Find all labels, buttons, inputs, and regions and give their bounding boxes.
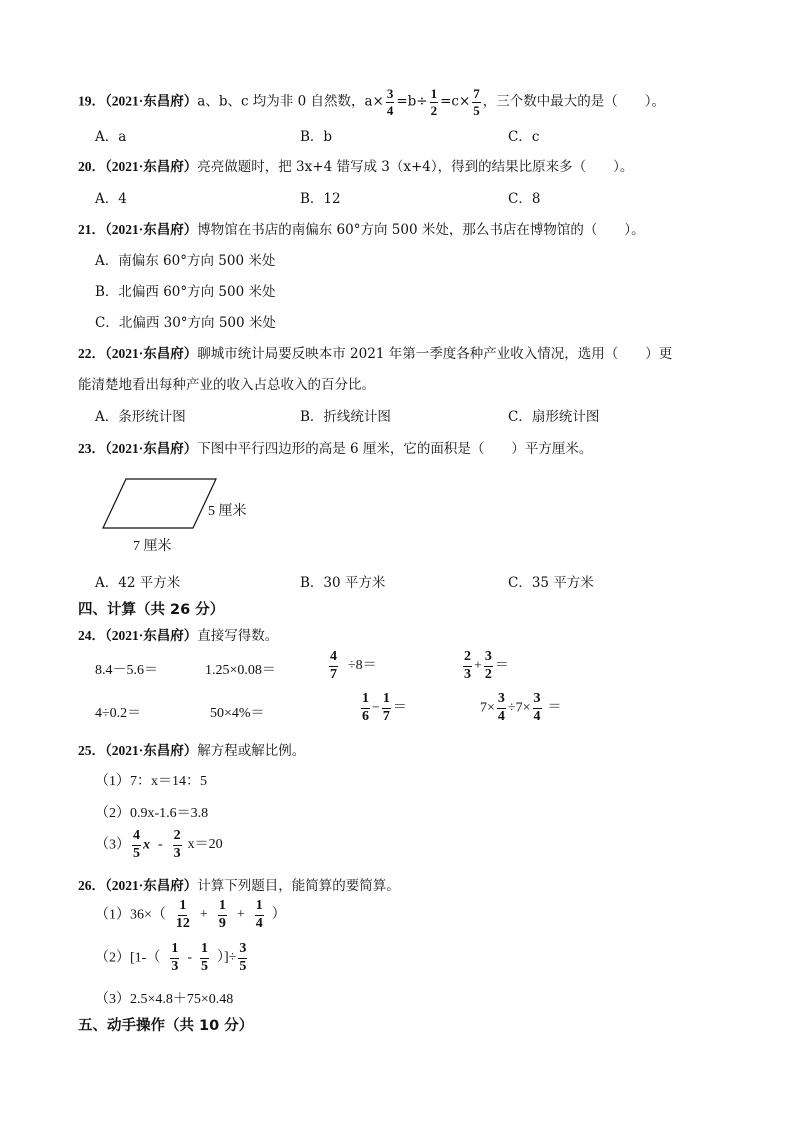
question-source: （2021·东昌府） xyxy=(105,93,198,109)
fraction: $\frac{7}{5}$ xyxy=(473,86,480,118)
fraction: $\frac{1}{3}$ xyxy=(171,941,179,974)
question-number: 22． xyxy=(78,346,105,361)
parallelogram-shape xyxy=(103,479,216,528)
fraction: $\frac{1}{7}$ xyxy=(382,691,390,724)
option-a[interactable]: A．a xyxy=(95,129,127,145)
question-text: 直接写得数。 xyxy=(197,628,279,644)
fraction: $\frac{2}{3}$ xyxy=(173,828,181,861)
question-text: =b÷ xyxy=(396,93,428,110)
question-21 xyxy=(78,218,645,238)
option-c[interactable]: C．8 xyxy=(508,191,541,207)
calc-item: 8.4－5.6＝ xyxy=(95,663,158,678)
option-b[interactable]: B．12 xyxy=(300,191,341,207)
fraction: $\frac{3}{4}$ xyxy=(533,691,541,724)
question-text: 解方程或解比例。 xyxy=(197,743,306,759)
fraction: $\frac{1}{4}$ xyxy=(255,898,263,931)
question-text: a、b、c 均为非 0 自然数，a× xyxy=(197,93,384,110)
question-source: （2021·东昌府） xyxy=(105,159,198,174)
calc-item: $\frac{1}{6}$ − $\frac{1}{7}$ ＝ xyxy=(362,691,407,724)
calc-item: 1.25×0.08＝ xyxy=(205,663,276,678)
fraction: $\frac{3}{2}$ xyxy=(484,649,492,682)
option-a[interactable]: A．4 xyxy=(95,191,127,207)
calc-item: 50×4%＝ xyxy=(210,706,265,721)
calc-item: $\frac{4}{7}$ ÷8＝ xyxy=(330,649,377,682)
equation-1: （1）7：x＝14：5 xyxy=(95,774,207,789)
equation-3: （3） $\frac{4}{5}$ x - $\frac{2}{3}$ x＝20 xyxy=(95,828,223,861)
fraction: $\frac{1}{6}$ xyxy=(362,691,369,724)
parallelogram-figure xyxy=(95,470,265,560)
question-number: 23． xyxy=(78,441,105,456)
question-24 xyxy=(78,624,278,644)
fraction: $\frac{1}{5}$ xyxy=(201,941,208,974)
option-a[interactable]: A．南偏东 60°方向 500 米处 xyxy=(95,253,276,269)
question-number: 20． xyxy=(78,159,105,174)
question-text: 亮亮做题时，把 3x+4 错写成 3（x+4），得到的结果比原来多（ ）。 xyxy=(197,159,634,175)
expression-2: （2）[1-（ $\frac{1}{3}$ - $\frac{1}{5}$ ）]÷ $\frac{3}{5}$ xyxy=(95,941,247,974)
question-20 xyxy=(78,155,633,175)
equation-2: （2）0.9x-1.6＝3.8 xyxy=(95,806,209,821)
question-source: （2021·东昌府） xyxy=(105,743,198,758)
question-26 xyxy=(78,874,400,894)
question-source: （2021·东昌府） xyxy=(105,878,198,893)
question-number: 24． xyxy=(78,628,105,643)
fraction: $\frac{2}{3}$ xyxy=(464,649,471,682)
question-text: 计算下列题目，能简算的要简算。 xyxy=(197,878,400,894)
option-c[interactable]: C．35 平方米 xyxy=(508,575,594,591)
fraction: $\frac{4}{5}$ xyxy=(133,828,140,861)
fraction: $\frac{3}{4}$ xyxy=(497,691,505,724)
question-text: 下图中平行四边形的高是 6 厘米，它的面积是（ ）平方厘米。 xyxy=(197,441,593,457)
calc-item: $\frac{2}{3}$ + $\frac{3}{2}$ ＝ xyxy=(464,649,509,682)
base-length-label: 7 厘米 xyxy=(133,539,172,554)
fraction: $\frac{1}{12}$ xyxy=(175,898,190,931)
question-25 xyxy=(78,739,305,759)
fraction: $\frac{1}{9}$ xyxy=(218,898,226,931)
question-text-line2: 能清楚地看出每种产业的收入占总收入的百分比。 xyxy=(78,377,375,393)
option-a[interactable]: A．42 平方米 xyxy=(95,575,181,591)
side-length-label: 5 厘米 xyxy=(208,504,247,519)
fraction: $\frac{3}{5}$ xyxy=(239,941,247,974)
option-b[interactable]: B．30 平方米 xyxy=(300,575,386,591)
question-23 xyxy=(78,437,592,457)
section-title: 四、计算（共 26 分） xyxy=(78,602,225,618)
calc-item: 4÷0.2＝ xyxy=(95,706,142,721)
question-number: 26． xyxy=(78,878,105,893)
question-text: =c× xyxy=(440,93,471,110)
option-b[interactable]: B．b xyxy=(300,129,333,145)
expression-3: （3）2.5×4.8＋75×0.48 xyxy=(95,992,234,1007)
option-b[interactable]: B．北偏西 60°方向 500 米处 xyxy=(95,284,276,300)
calc-item: 7× $\frac{3}{4}$ ÷7× $\frac{3}{4}$ ＝ xyxy=(480,691,562,724)
question-source: （2021·东昌府） xyxy=(105,628,198,643)
question-19 xyxy=(78,87,665,117)
fraction: $\frac{1}{2}$ xyxy=(430,86,438,118)
question-source: （2021·东昌府） xyxy=(105,346,198,361)
fraction: $\frac{3}{4}$ xyxy=(386,86,394,118)
question-number: 19． xyxy=(78,93,105,109)
option-a[interactable]: A．条形统计图 xyxy=(95,409,186,425)
question-source: （2021·东昌府） xyxy=(105,222,198,237)
option-c[interactable]: C．c xyxy=(508,129,540,145)
question-text: 博物馆在书店的南偏东 60°方向 500 米处，那么书店在博物馆的（ ）。 xyxy=(197,222,645,238)
question-text: 聊城市统计局要反映本市 2021 年第一季度各种产业收入情况，选用（ ）更 xyxy=(197,346,673,362)
option-c[interactable]: C．扇形统计图 xyxy=(508,409,600,425)
question-number: 25． xyxy=(78,743,105,758)
option-b[interactable]: B．折线统计图 xyxy=(300,409,391,425)
fraction: $\frac{4}{7}$ xyxy=(330,649,337,682)
question-22 xyxy=(78,342,672,362)
expression-1: （1）36×（ $\frac{1}{12}$ + $\frac{1}{9}$ + $\frac{1}{4}$ ） xyxy=(95,898,286,931)
option-c[interactable]: C．北偏西 30°方向 500 米处 xyxy=(95,315,276,331)
question-number: 21． xyxy=(78,222,105,237)
question-source: （2021·东昌府） xyxy=(105,441,198,456)
question-text: ，三个数中最大的是（ ）。 xyxy=(482,93,666,110)
section-title: 五、动手操作（共 10 分） xyxy=(78,1018,254,1034)
